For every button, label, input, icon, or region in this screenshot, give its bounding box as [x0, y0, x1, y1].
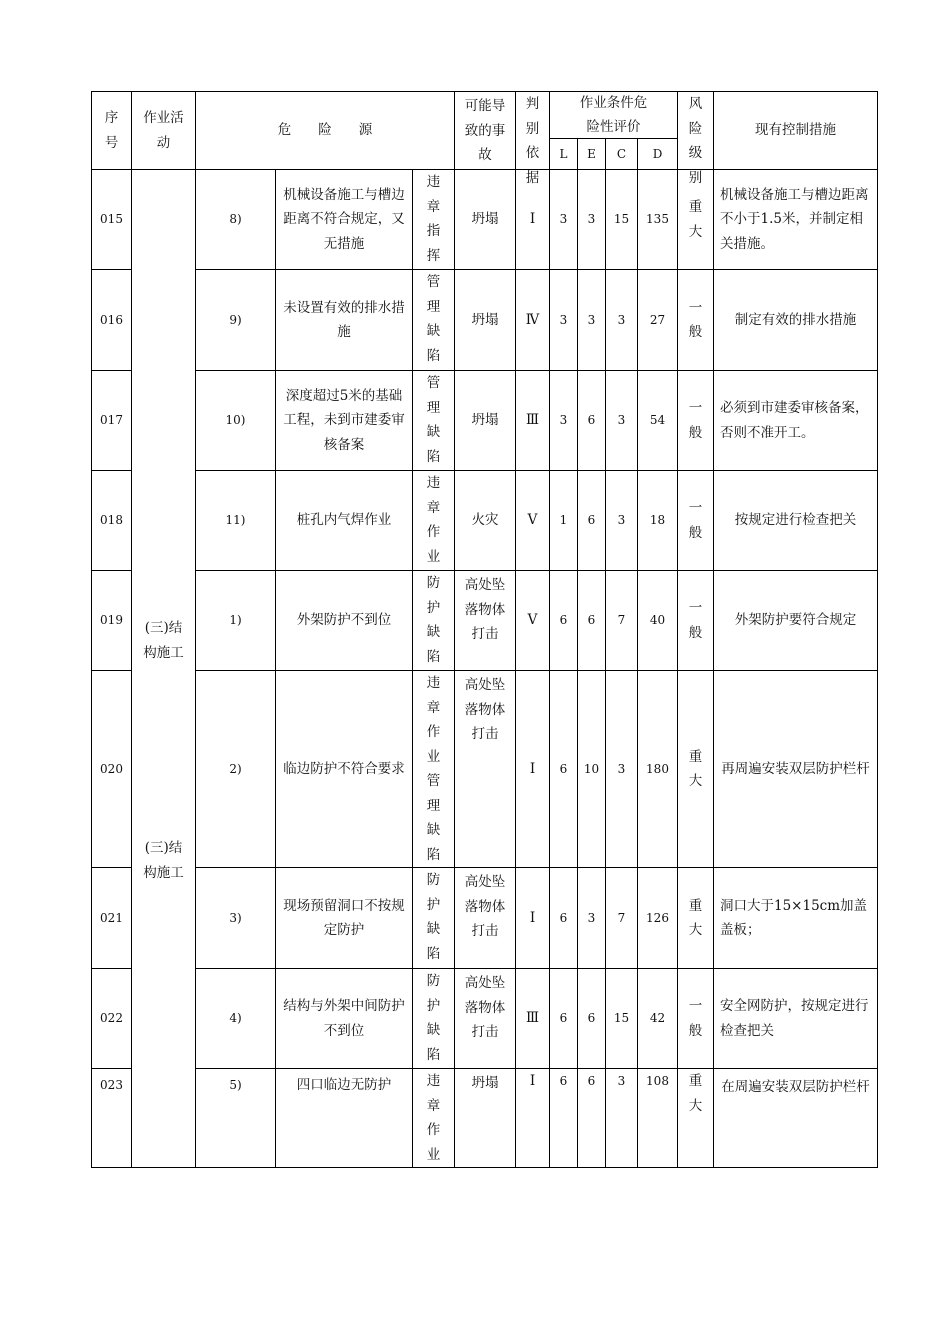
row-D: 18: [649, 513, 666, 528]
header-possible-accident: 可能导致的事故: [464, 98, 506, 163]
row-L: 6: [559, 761, 568, 776]
row-D: 54: [649, 413, 666, 428]
row-C: 3: [617, 1074, 626, 1088]
row-risk-level: 一般: [688, 299, 703, 340]
row-item-no: 4): [229, 1011, 242, 1026]
row-control-measure: 再周遍安装双层防护栏杆: [721, 760, 870, 777]
row-hazard-type: 管理缺陷: [426, 274, 441, 364]
row-basis: Ⅴ: [527, 512, 538, 529]
row-hazard-type: 管理缺陷: [426, 375, 441, 465]
row-accident: 高处坠落物体打击: [464, 975, 506, 1040]
row-risk-level: 一般: [688, 400, 703, 441]
row-hazard: 外架防护不到位: [296, 612, 392, 629]
row-risk-level: 一般: [688, 500, 703, 541]
row-C: 15: [613, 1011, 630, 1026]
activity-label: (三)结构施工: [143, 840, 184, 881]
row-item-no: 11): [225, 513, 246, 528]
row-basis: Ⅴ: [527, 612, 538, 629]
row-E: 6: [587, 1011, 596, 1026]
row-E: 3: [587, 910, 596, 925]
row-basis: Ⅳ: [525, 311, 540, 328]
header-control-measures: 现有控制措施: [755, 122, 836, 139]
row-basis: Ⅲ: [525, 412, 540, 429]
row-seq: 020: [100, 761, 123, 776]
row-hazard-type: 防护缺陷: [426, 973, 441, 1063]
header-risk-level: 风险级别: [688, 96, 703, 186]
row-L: 6: [559, 1011, 568, 1026]
row-C: 3: [617, 513, 626, 528]
header-basis: 判别依据: [525, 96, 540, 186]
row-E: 6: [587, 1074, 596, 1088]
row-D: 126: [646, 910, 669, 925]
row-hazard: 现场预留洞口不按规定防护: [283, 897, 405, 938]
row-E: 3: [587, 312, 596, 327]
row-item-no: 3): [229, 910, 242, 925]
row-seq: 018: [100, 513, 123, 528]
header-hazard-source: 危 险 源: [277, 122, 373, 139]
row-item-no: 5): [229, 1078, 242, 1092]
row-E: 6: [587, 513, 596, 528]
row-hazard-type: 防护缺陷: [426, 575, 441, 665]
row-D: 180: [646, 761, 669, 776]
row-seq: 015: [100, 212, 123, 227]
row-E: 6: [587, 613, 596, 628]
row-risk-level: 重大: [688, 748, 703, 789]
row-control-measure: 机械设备施工与槽边距离不小于1.5米，并制定相关措施。: [720, 186, 869, 252]
row-basis: I: [529, 909, 536, 926]
row-accident: 火灾: [471, 512, 499, 529]
row-hazard: 桩孔内气焊作业: [296, 512, 392, 529]
row-control-measure: 在周遍安装双层防护栏杆: [721, 1079, 870, 1095]
row-seq: 023: [100, 1078, 123, 1092]
row-seq: 021: [100, 910, 123, 925]
row-hazard: 四口临边无防护: [296, 1077, 392, 1093]
header-evaluation: 作业条件危险性评价: [579, 94, 648, 135]
row-hazard-type: 违章作业: [426, 475, 441, 565]
row-L: 1: [559, 513, 568, 528]
row-risk-level: 一般: [688, 600, 703, 641]
row-accident: 坍塌: [471, 211, 499, 228]
row-hazard-type: 违章作业管理缺陷: [426, 675, 441, 863]
row-C: 3: [617, 761, 626, 776]
row-L: 3: [559, 413, 568, 428]
row-seq: 016: [100, 312, 123, 327]
row-item-no: 1): [229, 613, 242, 628]
row-control-measure: 外架防护要符合规定: [734, 612, 857, 629]
row-seq: 017: [100, 413, 123, 428]
header-L: L: [559, 146, 568, 161]
row-E: 6: [587, 413, 596, 428]
row-control-measure: 按规定进行检查把关: [734, 512, 857, 529]
row-L: 6: [559, 910, 568, 925]
row-C: 7: [617, 613, 626, 628]
row-accident: 坍塌: [471, 412, 499, 429]
row-E: 10: [583, 761, 600, 776]
header-C: C: [616, 146, 627, 161]
row-control-measure: 安全网防护，按规定进行检查把关: [720, 998, 869, 1039]
row-L: 3: [559, 212, 568, 227]
row-hazard: 未设置有效的排水措施: [283, 299, 405, 340]
row-L: 6: [559, 613, 568, 628]
header-D: D: [652, 146, 663, 161]
row-accident: 高处坠落物体打击: [464, 874, 506, 939]
row-hazard-type: 违章作业: [426, 1073, 441, 1163]
header-seq: 序号: [104, 110, 119, 151]
table-right-border: [877, 91, 878, 1168]
row-seq: 022: [100, 1011, 123, 1026]
row-accident: 高处坠落物体打击: [464, 577, 506, 642]
row-basis: I: [529, 1073, 536, 1089]
row-hazard: 临边防护不符合要求: [283, 760, 405, 777]
row-hazard: 机械设备施工与槽边距离不符合规定，又无措施: [283, 186, 405, 252]
row-basis: I: [529, 211, 536, 228]
row-C: 3: [617, 413, 626, 428]
row-hazard-type: 防护缺陷: [426, 872, 441, 962]
row-risk-level: 重大: [688, 1073, 703, 1114]
row-hazard: 深度超过5米的基础工程，未到市建委审核备案: [283, 387, 405, 453]
row-L: 6: [559, 1074, 568, 1088]
row-L: 3: [559, 312, 568, 327]
row-item-no: 2): [229, 761, 242, 776]
row-D: 42: [649, 1011, 666, 1026]
row-item-no: 9): [229, 312, 242, 327]
row-D: 108: [646, 1074, 669, 1088]
row-C: 7: [617, 910, 626, 925]
row-control-measure: 制定有效的排水措施: [734, 311, 857, 328]
row-accident: 坍塌: [471, 311, 499, 328]
row-item-no: 10): [225, 413, 246, 428]
row-accident: 高处坠落物体打击: [464, 677, 506, 742]
header-E: E: [587, 146, 596, 161]
row-item-no: 8): [229, 212, 242, 227]
row-D: 40: [649, 613, 666, 628]
row-basis: I: [529, 760, 536, 777]
row-risk-level: 重大: [688, 897, 703, 938]
table-bottom-border: [91, 1167, 878, 1168]
row-hazard-type: 违章指挥: [426, 174, 441, 264]
activity-label: (三)结构施工: [143, 620, 184, 661]
row-C: 15: [613, 212, 630, 227]
row-seq: 019: [100, 613, 123, 628]
row-E: 3: [587, 212, 596, 227]
row-C: 3: [617, 312, 626, 327]
row-control-measure: 洞口大于15×15cm加盖盖板；: [720, 897, 868, 938]
row-control-measure: 必须到市建委审核备案，否则不准开工。: [720, 400, 869, 441]
row-accident: 坍塌: [471, 1075, 499, 1091]
header-activity: 作业活动: [143, 110, 184, 151]
row-risk-level: 一般: [688, 998, 703, 1039]
row-D: 27: [649, 312, 666, 327]
row-risk-level: 重大: [688, 199, 703, 240]
row-basis: Ⅲ: [525, 1010, 540, 1027]
row-D: 135: [646, 212, 669, 227]
row-hazard: 结构与外架中间防护不到位: [283, 998, 405, 1039]
